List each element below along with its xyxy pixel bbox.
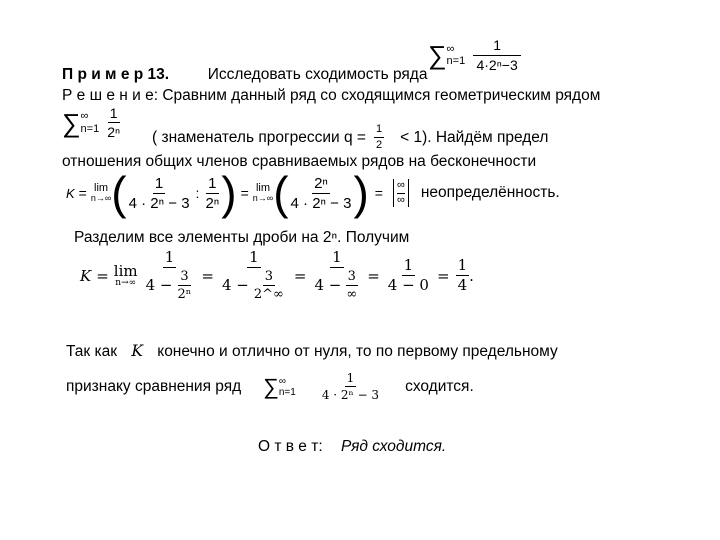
fraction-numerator: 1	[109, 105, 118, 121]
fraction-f2	[220, 250, 288, 301]
fraction-2	[203, 176, 221, 211]
divide-line	[74, 229, 409, 247]
criterion-line	[66, 372, 474, 401]
geometric-series-fraction	[105, 106, 122, 139]
limit-intro-text: отношения общих членов сравниваемых рядов на бесконечности	[62, 153, 537, 170]
sigma-symbol: ∑	[428, 40, 447, 70]
fraction-numerator: 1	[208, 174, 217, 192]
right-paren: )	[221, 167, 237, 219]
fraction-denominator: 4·2ⁿ−3	[476, 57, 518, 73]
since-text-1: Так как	[66, 343, 118, 360]
left-paren: (	[111, 167, 127, 219]
limit-formula-2	[80, 250, 474, 301]
fraction-denominator: ∞	[346, 287, 358, 302]
equals-sign: =	[367, 266, 380, 285]
fraction-numerator: 3	[264, 269, 274, 284]
lim-text: lim	[94, 182, 109, 194]
fraction-denominator: 4	[457, 276, 468, 294]
ratio-text-before: ( знаменатель прогрессии q =	[152, 128, 366, 146]
inner-fraction	[252, 270, 286, 301]
limit-operator	[91, 183, 111, 203]
equals-sign: =	[436, 266, 450, 285]
q-fraction	[374, 124, 384, 151]
conclusion-line	[66, 342, 558, 361]
right-paren: )	[353, 167, 369, 219]
equals-sign: =	[374, 185, 383, 201]
indeterminate-bracket	[393, 179, 409, 206]
solution-text: Сравним данный ряд со сходящимся геометрическим рядом	[162, 87, 601, 104]
fraction-denominator: 2ⁿ	[205, 194, 220, 212]
sigma-lower: n=1	[278, 386, 296, 398]
example-label: П р и м е р 13.	[62, 66, 170, 83]
fraction-1	[127, 176, 192, 211]
fraction-numerator: 1	[473, 38, 521, 56]
fraction-denominator	[312, 268, 361, 301]
sigma-symbol: ∑	[263, 373, 279, 399]
fraction-denominator: 4 · 2ⁿ − 3	[128, 194, 190, 212]
lim-text: lim	[255, 182, 271, 194]
equals-sign: =	[293, 266, 307, 285]
ratio-line	[152, 124, 548, 151]
limit-formula-1	[66, 167, 560, 219]
inner-fraction	[344, 270, 359, 301]
fraction-3	[289, 176, 354, 211]
equals-sign: =	[240, 185, 249, 201]
fraction-f3	[312, 250, 361, 301]
fraction-numerator: 1	[457, 256, 468, 274]
den-prefix: 4 −	[222, 276, 249, 294]
fraction-numerator: 1	[332, 248, 342, 266]
fraction-denominator: 2ⁿ	[107, 124, 121, 140]
k-symbol: K	[80, 266, 92, 285]
equals-sign: =	[96, 266, 109, 285]
inner-fraction	[176, 270, 194, 301]
lim-subscript: n→∞	[252, 193, 274, 203]
sigma-lower: n=1	[80, 122, 100, 135]
limit-operator	[253, 183, 273, 203]
criterion-text-1: признаку сравнения ряд	[66, 377, 242, 395]
fraction-numerator: 1	[249, 248, 259, 266]
fraction-f1	[144, 250, 196, 301]
example-line	[62, 66, 427, 84]
fraction-denominator: 2ⁿ	[177, 287, 192, 302]
k-symbol: K	[66, 185, 75, 201]
lim-subscript: n→∞	[115, 277, 137, 288]
k-symbol: K	[131, 342, 143, 360]
divide-text: Разделим все элементы дроби на 2ⁿ. Получим	[74, 229, 410, 246]
criterion-fraction	[320, 372, 381, 401]
geometric-series-formula	[62, 106, 122, 139]
fraction-denominator: 4 − 0	[387, 276, 429, 294]
fraction-denominator: 2^∞	[253, 287, 284, 302]
fraction-numerator: 1	[164, 248, 175, 266]
fraction-numerator: 1	[403, 256, 414, 274]
sigma-upper: ∞	[446, 42, 455, 55]
equals-sign: =	[78, 185, 87, 201]
bracket-bottom: ∞	[396, 193, 405, 206]
den-prefix: 4 −	[145, 276, 173, 294]
fraction-denominator	[144, 268, 196, 301]
fraction-numerator: 2ⁿ	[314, 174, 328, 192]
fraction-denominator: 4 · 2ⁿ − 3	[290, 194, 352, 212]
since-text-2: конечно и отлично от нуля, то по первому предельному	[157, 343, 558, 360]
left-paren: (	[273, 167, 289, 219]
fraction-denominator: 4 · 2ⁿ − 3	[321, 388, 380, 402]
equals-sign: =	[201, 266, 214, 285]
fraction-f5	[456, 258, 470, 293]
lim-subscript: n→∞	[90, 193, 112, 203]
answer-text: Ряд сходится.	[340, 438, 447, 455]
lim-text: lim	[113, 261, 138, 280]
limit-intro-line	[62, 153, 536, 171]
criterion-text-2: сходится.	[405, 377, 474, 395]
answer-label: О т в е т:	[258, 438, 323, 455]
fraction-numerator: 3	[347, 269, 356, 284]
main-series-fraction	[473, 38, 521, 72]
indeterminate-text: неопределённость.	[420, 184, 560, 201]
limit-operator	[113, 261, 138, 288]
fraction-denominator: 2	[375, 139, 383, 151]
main-series-formula	[428, 38, 521, 72]
fraction-numerator: 3	[180, 269, 189, 284]
fraction-numerator: 1	[346, 371, 355, 385]
sigma-upper: ∞	[278, 375, 287, 387]
answer-line	[258, 438, 446, 456]
solution-line	[62, 87, 600, 105]
solution-label: Р е ш е н и е:	[62, 87, 158, 104]
den-prefix: 4 −	[314, 276, 342, 294]
fraction-denominator	[220, 268, 288, 301]
bracket-top: ∞	[397, 179, 405, 193]
period: .	[469, 266, 474, 285]
sigma-symbol: ∑	[62, 107, 81, 138]
sigma-lower: n=1	[446, 55, 466, 67]
sigma-upper: ∞	[80, 110, 89, 123]
example-text: Исследовать сходимость ряда	[207, 66, 428, 83]
fraction-numerator: 1	[374, 124, 384, 138]
fraction-f4	[386, 258, 431, 293]
colon-sign: :	[195, 185, 200, 201]
fraction-numerator: 1	[154, 174, 164, 192]
ratio-text-after: < 1). Найдём предел	[400, 128, 549, 146]
